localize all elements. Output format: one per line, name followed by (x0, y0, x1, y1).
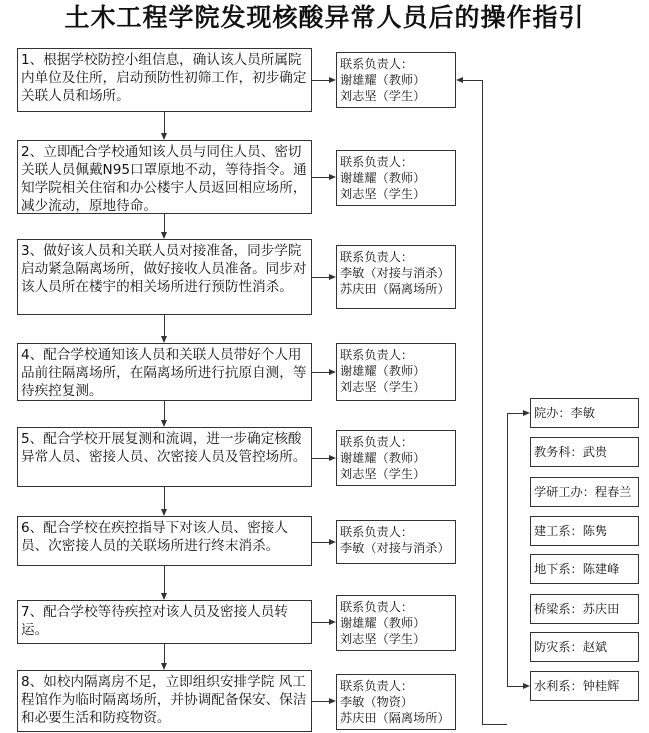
step-3-box: 3、做好该人员和关联人员对接准备，同步学院启动紧急隔离场所，做好接收人员准备。同步对该人员所在楼宇的相关场所进行预防性消杀。 (17, 239, 312, 315)
contact-arrowhead (329, 174, 336, 180)
dept-box-hydraulic: 水利系：钟桂辉 (530, 671, 639, 701)
dept-arrow-line (507, 413, 523, 414)
contact-box-3 (336, 245, 456, 309)
dept-bracket-line (507, 413, 508, 686)
contact-person: 李敏（对接与消杀） (340, 541, 450, 555)
contact-box-5 (336, 430, 456, 486)
flow-arrowhead (161, 232, 167, 239)
flow-arrowhead (161, 593, 167, 600)
contact-person: 谢雄耀（教师） (340, 451, 426, 465)
dept-box-structural: 建工系：陈隽 (530, 516, 639, 546)
step-4-box: 4、配合学校通知该人员和关联人员带好个人用品前往隔离场所，在隔离场所进行抗原自测，等待疾控复测。 (17, 343, 312, 401)
contact-heading: 联系负责人： (340, 525, 414, 539)
flow-arrowhead (161, 133, 167, 140)
contact-arrowhead (329, 698, 336, 704)
bracket-arrowhead (456, 77, 463, 83)
contact-arrowhead (329, 274, 336, 280)
contact-arrowhead (329, 455, 336, 461)
dept-box-disaster: 防灾系：赵斌 (530, 632, 639, 662)
flow-arrow-line (164, 214, 165, 232)
bracket-vertical-line (482, 80, 483, 724)
contact-person: 刘志坚（学生） (340, 380, 426, 394)
contact-heading: 联系负责人： (340, 435, 414, 449)
contact-heading: 联系负责人： (340, 57, 414, 71)
step-5-box: 5、配合学校开展复测和流调，进一步确定核酸异常人员、密接人员、次密接人员及管控场所。 (17, 427, 312, 487)
contact-heading: 联系负责人： (340, 600, 414, 614)
contact-box-7 (336, 595, 456, 651)
step-6-box: 6、配合学校在疾控指导下对该人员、密接人员、次密接人员的关联场所进行终末消杀。 (17, 516, 312, 566)
contact-heading: 联系负责人： (340, 679, 414, 693)
contact-box-6 (336, 520, 456, 564)
contact-person: 谢雄耀（教师） (340, 364, 426, 378)
contact-arrowhead (329, 539, 336, 545)
contact-box-8 (336, 674, 456, 730)
flow-arrow-line (164, 487, 165, 509)
flow-arrowhead (161, 336, 167, 343)
flow-arrow-line (164, 566, 165, 593)
contact-person: 谢雄耀（教师） (340, 73, 426, 87)
step-1-box: 1、根据学校防控小组信息，确认该人员所属院内单位及住所，启动预防性初筛工作，初步确定关联人员和场所。 (17, 48, 312, 112)
step-2-box: 2、立即配合学校通知该人员与同住人员、密切关联人员佩戴N95口罩原地不动，等待指令。通知学院相关住宿和办公楼宇人员返回相应场所，减少流动，原地待命。 (17, 140, 312, 214)
bracket-bottom-line (482, 724, 507, 725)
contact-arrow-line (312, 177, 329, 178)
contact-heading: 联系负责人： (340, 155, 414, 169)
contact-person: 刘志坚（学生） (340, 467, 426, 481)
dept-box-teaching: 教务科：武贵 (530, 437, 639, 467)
contact-box-1 (336, 52, 456, 108)
bracket-top-line (463, 80, 482, 81)
flow-arrow-line (164, 112, 165, 133)
step-7-box: 7、配合学校等待疾控对该人员及密接人员转运。 (17, 600, 312, 644)
flow-arrow-line (164, 315, 165, 336)
contact-arrowhead (329, 77, 336, 83)
contact-person: 李敏（物资） (340, 695, 414, 709)
page-title: 土木工程学院发现核酸异常人员后的操作指引 (64, 3, 585, 32)
dept-arrow-line (507, 686, 523, 687)
contact-arrow-line (312, 622, 329, 623)
contact-arrow-line (312, 701, 329, 702)
contact-arrow-line (312, 80, 329, 81)
contact-heading: 联系负责人： (340, 250, 414, 264)
dept-arrowhead (523, 683, 530, 689)
contact-person: 苏庆田（隔离场所） (340, 282, 450, 296)
flow-arrow-line (164, 644, 165, 663)
contact-person: 李敏（对接与消杀） (340, 266, 450, 280)
flow-arrowhead (161, 420, 167, 427)
step-8-box: 8、如校内隔离房不足，立即组织安排学院 风工程馆作为临时隔离场所，并协调配备保安、保洁和必要生活和防疫物资。 (17, 670, 312, 732)
contact-arrow-line (312, 542, 329, 543)
dept-arrowhead (523, 410, 530, 416)
contact-arrow-line (312, 458, 329, 459)
contact-person: 苏庆田（隔离场所） (340, 711, 450, 725)
contact-person: 谢雄耀（教师） (340, 171, 426, 185)
dept-box-student-work: 学研工办：程春兰 (530, 477, 639, 507)
dept-box-bridge: 桥梁系：苏庆田 (530, 594, 639, 624)
contact-person: 刘志坚（学生） (340, 632, 426, 646)
dept-box-geotechnical: 地下系：陈建峰 (530, 554, 639, 584)
contact-box-4 (336, 343, 456, 401)
flow-arrowhead (161, 663, 167, 670)
contact-person: 谢雄耀（教师） (340, 616, 426, 630)
contact-arrowhead (329, 369, 336, 375)
contact-box-2 (336, 150, 456, 206)
contact-arrowhead (329, 619, 336, 625)
contact-person: 刘志坚（学生） (340, 187, 426, 201)
contact-heading: 联系负责人： (340, 348, 414, 362)
contact-person: 刘志坚（学生） (340, 89, 426, 103)
contact-arrow-line (312, 277, 329, 278)
flow-arrow-line (164, 401, 165, 420)
contact-arrow-line (312, 372, 329, 373)
flow-arrowhead (161, 509, 167, 516)
dept-box-office: 院办：李敏 (530, 398, 639, 428)
